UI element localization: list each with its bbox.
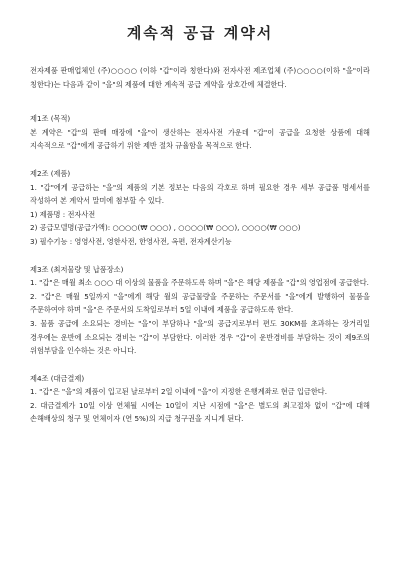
document-title: 계속적 공급 계약서 bbox=[126, 24, 274, 42]
article-1-line-1: 본 계약은 "갑"의 판매 매장에 "을"이 생산하는 전자사전 가운데 "갑"이 공급을 요청한 상품에 대해 지속적으로 "갑"에게 공급하기 위한 제반 절차 규율함을 목적으로 한다. bbox=[30, 127, 370, 151]
article-2-line-4: 3) 필수기능 : 영영사전, 영한사전, 한영사전, 옥편, 전자계산기능 bbox=[30, 236, 232, 246]
article-2-line-1: 1. "갑"에게 공급하는 "을"의 제품의 기본 정보는 다음의 각호로 하며 필요한 경우 세부 공급품 명세서를 작성하여 본 계약서 말미에 첨부할 수 있다. bbox=[30, 182, 370, 206]
article-1-heading: 제1조 (목적) bbox=[30, 114, 71, 124]
article-4-line-1: 1. "갑"은 "을"의 제품이 입고된 날로부터 2일 이내에 "을"이 지정한 은행계좌로 현금 입금한다. bbox=[30, 387, 328, 397]
article-2-line-2: 1) 제품명 : 전자사전 bbox=[30, 209, 96, 219]
article-4-line-2: 2. 대금결제가 10일 이상 연체될 시에는 10일이 지난 시점에 "을"은 별도의 최고절차 없이 "갑"에 대해 손해배상의 청구 및 연체이자 (연 5%)의 지급 청구권을 지니게 된다. bbox=[30, 400, 370, 424]
article-3-line-1: 1. "갑"은 매월 최소 ○○○ 대 이상의 물품을 주문하도록 하며 "을"은 해당 제품을 "갑"의 영업점에 공급한다. bbox=[30, 278, 369, 288]
article-3-line-2: 2. "갑"은 매월 5일까지 "을"에게 해당 월의 공급물량을 주문하는 주문서를 "을"에게 발행하여 물품을 주문하여야 하며 "을"은 주문서의 도착일로부터 5일 이내에 제품을 공급하도록 한다. bbox=[30, 291, 370, 315]
article-2-line-3: 2) 공급모델명(공급가액): ○○○○(₩ ○○○) , ○○○○(₩ ○○○), ○○○○(₩ ○○○) bbox=[30, 223, 301, 233]
article-3-line-3: 3. 물품 공급에 소요되는 경비는 "을"이 부담하나 "을"의 공급지로부터 편도 30KM를 초과하는 장거리일 경우에는 운반에 소요되는 경비는 "갑"이 부담한다. 이러한 경우 "갑"이 운반경비를 부담하는 것이 제9조의 위험부담을 인수하는 것은 아니다. bbox=[30, 318, 370, 356]
article-4-heading: 제4조 (대금결제) bbox=[30, 373, 85, 383]
article-3-heading: 제3조 (최저물량 및 납품장소) bbox=[30, 264, 124, 274]
article-2-heading: 제2조 (제품) bbox=[30, 168, 71, 178]
intro-paragraph: 전자제품 판매업체인 (주)○○○○ (이하 "갑"이라 칭한다)와 전자사전 제조업체 (주)○○○○(이하 "을"이라 칭한다)는 다음과 같이 "을"의 제품에 대한 계속적 공급 계약을 상호간에 체결한다. bbox=[30, 66, 370, 89]
